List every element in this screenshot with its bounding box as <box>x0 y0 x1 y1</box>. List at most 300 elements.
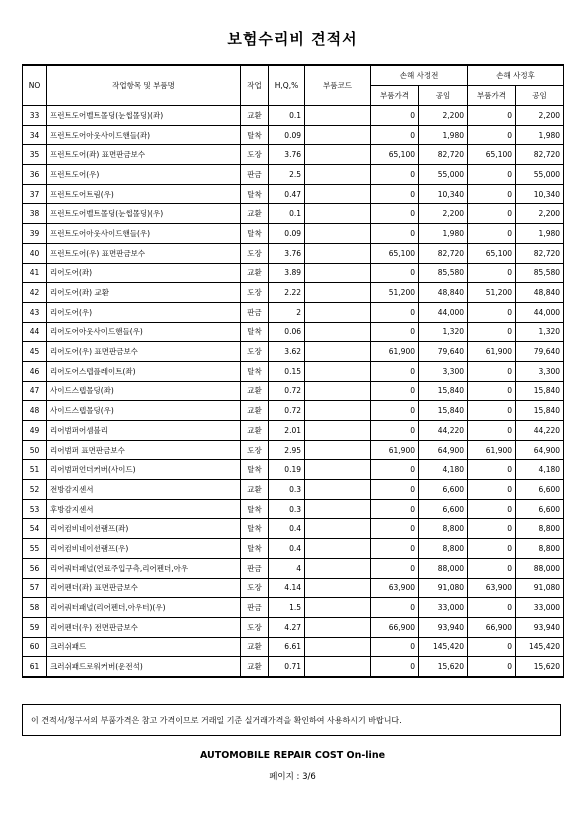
row-after-part-price: 66,900 <box>468 617 516 637</box>
row-before-part-price: 0 <box>371 480 419 500</box>
row-after-part-price: 65,100 <box>468 243 516 263</box>
row-after-part-price: 65,100 <box>468 145 516 165</box>
row-after-part-price: 0 <box>468 499 516 519</box>
row-before-part-price: 0 <box>371 421 419 441</box>
row-partcode <box>305 381 371 401</box>
row-work: 도장 <box>241 243 269 263</box>
row-before-labor: 82,720 <box>419 243 468 263</box>
table-row <box>23 598 564 618</box>
header-after-labor: 공임 <box>516 86 564 106</box>
table-row <box>23 184 564 204</box>
row-work: 교환 <box>241 480 269 500</box>
table-row <box>23 499 564 519</box>
row-no: 56 <box>23 558 47 578</box>
header-before: 손해 사정전 <box>371 65 468 86</box>
row-before-part-price: 0 <box>371 263 419 283</box>
page-number: 페이지 : 3/6 <box>269 772 316 782</box>
row-after-part-price: 0 <box>468 421 516 441</box>
row-partcode <box>305 401 371 421</box>
row-no: 58 <box>23 598 47 618</box>
table-row <box>23 283 564 303</box>
row-before-part-price: 51,200 <box>371 283 419 303</box>
row-after-part-price: 0 <box>468 263 516 283</box>
row-no: 59 <box>23 617 47 637</box>
table-row <box>23 165 564 185</box>
row-partcode <box>305 578 371 598</box>
row-after-labor: 79,640 <box>516 342 564 362</box>
row-after-labor: 44,000 <box>516 302 564 322</box>
row-before-part-price: 0 <box>371 125 419 145</box>
row-partcode <box>305 499 371 519</box>
row-before-labor: 6,600 <box>419 480 468 500</box>
row-no: 38 <box>23 204 47 224</box>
row-work: 판금 <box>241 558 269 578</box>
row-work: 교환 <box>241 421 269 441</box>
row-partcode <box>305 558 371 578</box>
row-work: 탈착 <box>241 539 269 559</box>
row-before-labor: 10,340 <box>419 184 468 204</box>
row-before-labor: 91,080 <box>419 578 468 598</box>
table-row <box>23 263 564 283</box>
row-partcode <box>305 617 371 637</box>
row-after-labor: 15,840 <box>516 381 564 401</box>
row-work: 교환 <box>241 106 269 126</box>
footer-brand: AUTOMOBILE REPAIR COST On-line <box>199 750 386 761</box>
row-item: 리어쿼터패널(리어펜더,아우터)(우) <box>47 598 241 618</box>
row-no: 60 <box>23 637 47 657</box>
row-after-part-price: 0 <box>468 322 516 342</box>
row-no: 51 <box>23 460 47 480</box>
row-after-part-price: 63,900 <box>468 578 516 598</box>
row-no: 37 <box>23 184 47 204</box>
row-work: 교환 <box>241 263 269 283</box>
row-before-part-price: 66,900 <box>371 617 419 637</box>
row-after-part-price: 0 <box>468 480 516 500</box>
row-partcode <box>305 224 371 244</box>
row-hq: 0.1 <box>269 106 305 126</box>
row-partcode <box>305 263 371 283</box>
row-work: 교환 <box>241 637 269 657</box>
row-item: 리어도어(우) <box>47 302 241 322</box>
row-work: 탈착 <box>241 499 269 519</box>
row-after-labor: 8,800 <box>516 519 564 539</box>
row-partcode <box>305 243 371 263</box>
row-item: 리어컴비네이션램프(좌) <box>47 519 241 539</box>
table-row <box>23 401 564 421</box>
row-before-labor: 2,200 <box>419 204 468 224</box>
row-after-labor: 93,940 <box>516 617 564 637</box>
row-no: 33 <box>23 106 47 126</box>
row-after-part-price: 0 <box>468 381 516 401</box>
table-row <box>23 381 564 401</box>
header-after: 손해 사정후 <box>468 65 564 86</box>
row-work: 교환 <box>241 204 269 224</box>
estimate-table <box>22 64 564 678</box>
row-before-labor: 145,420 <box>419 637 468 657</box>
row-hq: 4.27 <box>269 617 305 637</box>
row-before-labor: 8,800 <box>419 519 468 539</box>
row-work: 교환 <box>241 401 269 421</box>
row-after-labor: 64,900 <box>516 440 564 460</box>
row-no: 35 <box>23 145 47 165</box>
row-item: 리어도어(좌) <box>47 263 241 283</box>
row-partcode <box>305 322 371 342</box>
table-row <box>23 243 564 263</box>
row-hq: 0.09 <box>269 125 305 145</box>
row-before-part-price: 0 <box>371 322 419 342</box>
row-partcode <box>305 184 371 204</box>
row-after-labor: 48,840 <box>516 283 564 303</box>
row-before-part-price: 0 <box>371 224 419 244</box>
row-work: 도장 <box>241 342 269 362</box>
row-after-part-price: 0 <box>468 519 516 539</box>
header-no: NO <box>23 65 47 106</box>
row-partcode <box>305 106 371 126</box>
row-after-part-price: 51,200 <box>468 283 516 303</box>
table-row <box>23 440 564 460</box>
table-row <box>23 558 564 578</box>
row-after-part-price: 0 <box>468 637 516 657</box>
table-row <box>23 539 564 559</box>
row-after-labor: 91,080 <box>516 578 564 598</box>
row-item: 리어범퍼언더커버(사이드) <box>47 460 241 480</box>
row-item: 크러쉬패드 <box>47 637 241 657</box>
row-before-labor: 44,220 <box>419 421 468 441</box>
row-partcode <box>305 440 371 460</box>
row-after-part-price: 0 <box>468 224 516 244</box>
row-hq: 0.47 <box>269 184 305 204</box>
row-after-part-price: 0 <box>468 401 516 421</box>
row-before-labor: 85,580 <box>419 263 468 283</box>
header-before-part-price: 부품가격 <box>371 86 419 106</box>
row-no: 42 <box>23 283 47 303</box>
row-before-part-price: 61,900 <box>371 440 419 460</box>
table-row <box>23 617 564 637</box>
row-after-labor: 55,000 <box>516 165 564 185</box>
row-item: 리어도어(좌) 교환 <box>47 283 241 303</box>
row-hq: 0.06 <box>269 322 305 342</box>
row-before-labor: 1,320 <box>419 322 468 342</box>
row-after-part-price: 61,900 <box>468 342 516 362</box>
row-partcode <box>305 302 371 322</box>
row-hq: 0.72 <box>269 381 305 401</box>
table-row <box>23 637 564 657</box>
row-item: 프런트도어벨트몰딩(눈썹몰딩)(좌) <box>47 106 241 126</box>
row-item: 프런트도어트림(우) <box>47 184 241 204</box>
row-work: 탈착 <box>241 361 269 381</box>
row-before-labor: 88,000 <box>419 558 468 578</box>
row-before-labor: 15,620 <box>419 657 468 677</box>
row-before-labor: 1,980 <box>419 224 468 244</box>
row-partcode <box>305 657 371 677</box>
row-after-labor: 44,220 <box>516 421 564 441</box>
header-item: 작업항목 및 부품명 <box>47 65 241 106</box>
row-after-labor: 88,000 <box>516 558 564 578</box>
table-row <box>23 657 564 677</box>
row-before-part-price: 0 <box>371 381 419 401</box>
row-after-part-price: 0 <box>468 204 516 224</box>
row-hq: 0.71 <box>269 657 305 677</box>
row-before-part-price: 65,100 <box>371 145 419 165</box>
row-before-labor: 6,600 <box>419 499 468 519</box>
row-before-part-price: 0 <box>371 106 419 126</box>
table-row <box>23 224 564 244</box>
row-item: 후방감지센서 <box>47 499 241 519</box>
row-no: 50 <box>23 440 47 460</box>
row-partcode <box>305 361 371 381</box>
row-hq: 1.5 <box>269 598 305 618</box>
row-before-labor: 48,840 <box>419 283 468 303</box>
row-partcode <box>305 283 371 303</box>
row-item: 프런트도어아웃사이드핸들(우) <box>47 224 241 244</box>
row-before-part-price: 0 <box>371 361 419 381</box>
row-before-part-price: 0 <box>371 637 419 657</box>
row-work: 탈착 <box>241 224 269 244</box>
row-after-part-price: 0 <box>468 598 516 618</box>
row-after-labor: 82,720 <box>516 243 564 263</box>
row-no: 61 <box>23 657 47 677</box>
row-before-part-price: 0 <box>371 165 419 185</box>
header-partcode: 부품코드 <box>305 65 371 106</box>
header-before-labor: 공임 <box>419 86 468 106</box>
row-hq: 0.19 <box>269 460 305 480</box>
row-no: 43 <box>23 302 47 322</box>
row-before-part-price: 0 <box>371 499 419 519</box>
row-item: 프런트도어아웃사이드핸들(좌) <box>47 125 241 145</box>
row-hq: 2 <box>269 302 305 322</box>
row-work: 탈착 <box>241 125 269 145</box>
row-no: 41 <box>23 263 47 283</box>
row-before-part-price: 65,100 <box>371 243 419 263</box>
row-work: 도장 <box>241 440 269 460</box>
price-notice: 이 견적서/청구서의 부품가격은 참고 가격이므로 거래일 기준 실거래가격을 확인하여 사용하시기 바랍니다. <box>22 704 561 736</box>
row-before-labor: 82,720 <box>419 145 468 165</box>
row-item: 리어도어스텝플레이트(좌) <box>47 361 241 381</box>
row-after-labor: 2,200 <box>516 106 564 126</box>
table-row <box>23 302 564 322</box>
document-title: 보험수리비 견적서 <box>227 30 358 48</box>
row-work: 탈착 <box>241 322 269 342</box>
row-after-part-price: 0 <box>468 302 516 322</box>
row-item: 리어쿼터패널(연료주입구측,리어펜더,아우 <box>47 558 241 578</box>
row-after-labor: 82,720 <box>516 145 564 165</box>
row-after-labor: 4,180 <box>516 460 564 480</box>
table-row <box>23 125 564 145</box>
row-before-part-price: 0 <box>371 598 419 618</box>
row-after-part-price: 0 <box>468 657 516 677</box>
row-item: 사이드스텝몰딩(우) <box>47 401 241 421</box>
row-before-part-price: 0 <box>371 302 419 322</box>
row-work: 탈착 <box>241 184 269 204</box>
row-hq: 3.89 <box>269 263 305 283</box>
row-before-part-price: 0 <box>371 539 419 559</box>
row-before-part-price: 63,900 <box>371 578 419 598</box>
row-partcode <box>305 145 371 165</box>
table-row <box>23 322 564 342</box>
row-before-labor: 2,200 <box>419 106 468 126</box>
row-work: 도장 <box>241 578 269 598</box>
row-work: 판금 <box>241 302 269 322</box>
row-partcode <box>305 598 371 618</box>
row-partcode <box>305 125 371 145</box>
row-before-labor: 8,800 <box>419 539 468 559</box>
row-before-part-price: 0 <box>371 558 419 578</box>
row-hq: 3.76 <box>269 243 305 263</box>
row-after-labor: 33,000 <box>516 598 564 618</box>
row-item: 리어컴비네이션램프(우) <box>47 539 241 559</box>
row-after-part-price: 0 <box>468 361 516 381</box>
row-no: 39 <box>23 224 47 244</box>
row-before-part-price: 0 <box>371 460 419 480</box>
table-row <box>23 421 564 441</box>
row-before-labor: 55,000 <box>419 165 468 185</box>
row-item: 프런트도어(우) 표면판금보수 <box>47 243 241 263</box>
row-before-labor: 4,180 <box>419 460 468 480</box>
row-before-part-price: 0 <box>371 657 419 677</box>
table-row <box>23 342 564 362</box>
row-hq: 0.3 <box>269 499 305 519</box>
row-work: 교환 <box>241 657 269 677</box>
row-after-labor: 1,320 <box>516 322 564 342</box>
row-after-part-price: 0 <box>468 165 516 185</box>
row-hq: 2.22 <box>269 283 305 303</box>
row-item: 리어범퍼어셈블리 <box>47 421 241 441</box>
table-row <box>23 519 564 539</box>
row-work: 도장 <box>241 617 269 637</box>
row-partcode <box>305 519 371 539</box>
row-hq: 0.1 <box>269 204 305 224</box>
row-hq: 3.62 <box>269 342 305 362</box>
row-item: 전방감지센서 <box>47 480 241 500</box>
row-work: 탈착 <box>241 460 269 480</box>
row-after-labor: 85,580 <box>516 263 564 283</box>
row-before-labor: 15,840 <box>419 381 468 401</box>
row-partcode <box>305 460 371 480</box>
row-hq: 2.01 <box>269 421 305 441</box>
header-hours: H,Q,% <box>269 65 305 106</box>
row-before-labor: 44,000 <box>419 302 468 322</box>
row-no: 55 <box>23 539 47 559</box>
row-before-labor: 33,000 <box>419 598 468 618</box>
row-before-labor: 1,980 <box>419 125 468 145</box>
row-item: 리어범퍼 표면판금보수 <box>47 440 241 460</box>
row-after-part-price: 0 <box>468 106 516 126</box>
row-work: 도장 <box>241 283 269 303</box>
table-row <box>23 480 564 500</box>
row-hq: 0.3 <box>269 480 305 500</box>
row-before-part-price: 0 <box>371 184 419 204</box>
table-row <box>23 204 564 224</box>
row-item: 프런트도어벨트몰딩(눈썹몰딩)(우) <box>47 204 241 224</box>
row-partcode <box>305 539 371 559</box>
row-no: 34 <box>23 125 47 145</box>
row-before-labor: 3,300 <box>419 361 468 381</box>
row-hq: 2.95 <box>269 440 305 460</box>
row-before-part-price: 0 <box>371 519 419 539</box>
row-item: 리어펜더(우) 전면판금보수 <box>47 617 241 637</box>
row-no: 54 <box>23 519 47 539</box>
row-partcode <box>305 421 371 441</box>
row-hq: 0.4 <box>269 539 305 559</box>
row-hq: 6.61 <box>269 637 305 657</box>
row-before-labor: 64,900 <box>419 440 468 460</box>
row-hq: 3.76 <box>269 145 305 165</box>
row-after-labor: 6,600 <box>516 499 564 519</box>
row-after-labor: 15,620 <box>516 657 564 677</box>
row-no: 46 <box>23 361 47 381</box>
row-after-labor: 8,800 <box>516 539 564 559</box>
row-item: 리어도어아웃사이드핸들(우) <box>47 322 241 342</box>
row-before-labor: 93,940 <box>419 617 468 637</box>
row-after-labor: 1,980 <box>516 125 564 145</box>
row-no: 49 <box>23 421 47 441</box>
row-after-labor: 10,340 <box>516 184 564 204</box>
row-before-part-price: 0 <box>371 401 419 421</box>
row-work: 교환 <box>241 381 269 401</box>
row-no: 47 <box>23 381 47 401</box>
row-hq: 4 <box>269 558 305 578</box>
table-row <box>23 460 564 480</box>
row-after-labor: 2,200 <box>516 204 564 224</box>
row-hq: 0.4 <box>269 519 305 539</box>
row-hq: 2.5 <box>269 165 305 185</box>
table-row <box>23 106 564 126</box>
row-no: 45 <box>23 342 47 362</box>
row-after-part-price: 61,900 <box>468 440 516 460</box>
row-after-part-price: 0 <box>468 184 516 204</box>
row-hq: 0.09 <box>269 224 305 244</box>
row-item: 프런트도어(우) <box>47 165 241 185</box>
row-before-part-price: 0 <box>371 204 419 224</box>
row-item: 사이드스텝몰딩(좌) <box>47 381 241 401</box>
row-work: 탈착 <box>241 519 269 539</box>
row-item: 리어도어(우) 표면판금보수 <box>47 342 241 362</box>
row-partcode <box>305 342 371 362</box>
header-work: 작업 <box>241 65 269 106</box>
row-no: 53 <box>23 499 47 519</box>
table-row <box>23 361 564 381</box>
row-after-labor: 3,300 <box>516 361 564 381</box>
row-after-labor: 15,840 <box>516 401 564 421</box>
row-before-part-price: 61,900 <box>371 342 419 362</box>
table-row <box>23 578 564 598</box>
row-item: 프런트도어(좌) 표면판금보수 <box>47 145 241 165</box>
row-after-part-price: 0 <box>468 125 516 145</box>
row-work: 판금 <box>241 598 269 618</box>
table-row <box>23 145 564 165</box>
row-after-part-price: 0 <box>468 558 516 578</box>
row-item: 리어펜더(좌) 표면판금보수 <box>47 578 241 598</box>
row-partcode <box>305 165 371 185</box>
row-no: 44 <box>23 322 47 342</box>
row-no: 52 <box>23 480 47 500</box>
row-no: 40 <box>23 243 47 263</box>
row-after-labor: 1,980 <box>516 224 564 244</box>
row-no: 57 <box>23 578 47 598</box>
row-item: 크러쉬패드로워커버(운전석) <box>47 657 241 677</box>
header-after-part-price: 부품가격 <box>468 86 516 106</box>
row-after-part-price: 0 <box>468 539 516 559</box>
row-work: 도장 <box>241 145 269 165</box>
row-work: 판금 <box>241 165 269 185</box>
row-no: 48 <box>23 401 47 421</box>
row-partcode <box>305 480 371 500</box>
row-partcode <box>305 204 371 224</box>
row-hq: 0.15 <box>269 361 305 381</box>
row-no: 36 <box>23 165 47 185</box>
row-before-labor: 15,840 <box>419 401 468 421</box>
row-hq: 4.14 <box>269 578 305 598</box>
